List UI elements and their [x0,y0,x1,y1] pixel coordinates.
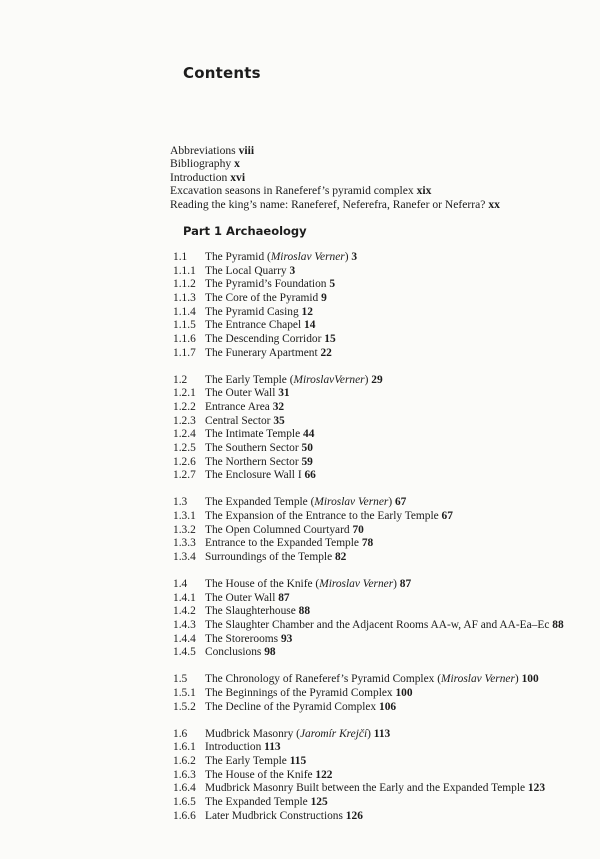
entry-title: Surroundings of the Temple [205,550,333,563]
part-heading: Part 1 Archaeology [183,224,307,238]
entry-number: 1.4.2 [173,605,196,618]
entry-number: 1.4.5 [173,646,196,659]
toc-entry: 1.3 The Expanded Temple (Miroslav Verner) 67 [173,496,407,509]
front-matter-item [170,157,500,170]
entry-title: The Northern Sector [205,455,299,468]
entry-title: Entrance Area [205,400,270,413]
entry-title: The Enclosure Wall I [205,469,302,482]
toc-entry [173,796,564,810]
entry-title: The Decline of the Pyramid Complex [205,700,377,713]
entry-title: The Early Temple [205,373,287,386]
front-matter-item [170,171,500,184]
entry-title: The Core of the Pyramid [205,291,319,304]
toc-entry [173,769,564,783]
entry-number: 1.3.2 [173,523,196,536]
entry-number: 1.4.1 [173,591,196,604]
entry-title: Entrance to the Expanded Temple [205,537,359,550]
entry-number: 1.1 [173,251,188,263]
entry-page: 14 [304,319,316,332]
front-matter-item [170,184,500,197]
toc-entry: 1.2 The Early Temple (MiroslavVerner) 29 [173,373,383,386]
entry-title: Central Sector [205,414,271,427]
toc-entry [173,605,564,619]
entry-number: 1.6.3 [173,768,196,781]
toc-entry [173,524,564,538]
toc-entry [173,456,564,470]
entry-number: 1.5.2 [173,700,196,713]
toc-entry [173,687,564,701]
entry-page: 67 [394,496,407,509]
entry-page: 88 [298,605,311,618]
entry-page: 70 [352,523,364,536]
front-matter-item [170,198,500,211]
entry-author: Jaromír Krejčí [299,727,368,740]
entry-page: 87 [399,577,412,590]
entry-title: The Storerooms [205,632,279,645]
entry-page: 5 [329,278,336,291]
entry-number: 1.4 [173,577,188,590]
entry-number: 1.2.5 [173,441,196,454]
entry-title: The Slaughterhouse [205,605,296,618]
toc-entry: 1.4 The House of the Knife (Miroslav Verner) 87 [173,577,412,590]
entry-title: Mudbrick Masonry Built between the Early and the Expanded Temple [205,782,526,795]
toc-entry [173,551,564,565]
entry-page: 122 [315,768,333,781]
entry-title: The Outer Wall [205,387,276,400]
entry-title: Bibliography [170,157,232,171]
entry-number: 1.3.4 [173,550,196,563]
toc-entry [173,469,564,483]
entry-title: Mudbrick Masonry [205,727,294,740]
toc-entry [173,292,564,306]
entry-number: 1.6.1 [173,741,196,754]
entry-title: Abbreviations [170,144,236,157]
entry-page: 88 [552,618,564,631]
toc-entry [173,347,564,361]
entry-title: The Expanded Temple [205,795,308,808]
entry-page: 100 [395,686,413,699]
toc-entry [173,387,564,401]
toc-section-group [173,578,564,660]
entry-page: 15 [324,332,336,345]
entry-title: The Descending Corridor [205,332,322,345]
toc-entry [173,401,564,415]
entry-page: 22 [320,346,332,359]
toc-section-group [173,673,564,714]
front-matter-item [170,144,500,157]
toc-entry: 1.5 The Chronology of Raneferef’s Pyramid Complex (Miroslav Verner) 100 [173,673,539,686]
entry-number: 1.1.5 [173,319,196,332]
entry-page: viii [238,144,255,157]
entry-title: The Slaughter Chamber and the Adjacent Rooms AA-w, AF and AA-Ea–Ec [205,618,550,631]
entry-page: 115 [289,754,307,767]
toc-entry [173,782,564,796]
toc-entry [173,333,564,347]
entry-page: 113 [264,741,281,754]
entry-number: 1.4.3 [173,618,196,631]
entry-title: Introduction [205,741,262,754]
entry-title: Later Mudbrick Constructions [205,809,343,822]
entry-page: 35 [273,414,285,427]
entry-title: The Outer Wall [205,591,276,604]
entry-page: 29 [371,373,383,386]
entry-title: The Funerary Apartment [205,346,318,359]
entry-title: The Expanded Temple [205,496,308,509]
entry-title: The Chronology of Raneferef’s Pyramid Complex [205,673,435,686]
entry-title: The Open Columned Courtyard [205,523,350,536]
toc-entry [173,592,564,606]
entry-number: 1.6 [173,727,188,740]
entry-page: 67 [441,509,453,522]
entry-number: 1.6.4 [173,782,196,795]
entry-title: The House of the Knife [205,577,313,590]
entry-page: 3 [289,264,296,277]
entry-title: The Expansion of the Entrance to the Early Temple [205,509,439,522]
toc-entry: 1.6 Mudbrick Masonry (Jaromír Krejčí) 113 [173,727,391,740]
toc-entry: 1.1 The Pyramid (Miroslav Verner) 3 [173,251,358,263]
entry-page: 98 [264,646,276,659]
toc-section-group [173,728,564,824]
toc-entry [173,810,564,824]
toc-entry [173,265,564,279]
toc-entry [173,510,564,524]
entry-number: 1.3 [173,496,188,509]
toc-entry [173,415,564,429]
entry-author: Miroslav Verner [314,496,389,509]
entry-page: 82 [334,550,347,563]
toc-entry [173,442,564,456]
entry-number: 1.6.6 [173,809,196,822]
entry-page: 100 [521,673,539,686]
toc-entry [173,646,564,660]
entry-title: Reading the king’s name: Raneferef, Neferefra, Ranefer or Neferra? [170,197,486,211]
toc-entry [173,278,564,292]
toc-entry [173,741,564,755]
toc-sections [173,251,564,837]
toc-entry [173,428,564,442]
entry-number: 1.6.2 [173,754,196,767]
entry-page: 12 [301,305,313,318]
entry-number: 1.2.2 [173,400,196,413]
entry-title: The Entrance Chapel [205,319,302,332]
entry-author: Miroslav Verner [319,577,394,590]
toc-entry [173,537,564,551]
entry-page: xx [488,197,500,211]
entry-page: x [234,157,240,171]
entry-author: MiroslavVerner [293,373,365,386]
entry-page: 93 [280,632,293,645]
entry-page: xix [416,184,432,198]
entry-title: The House of the Knife [205,768,313,781]
entry-title: The Intimate Temple [205,428,301,441]
entry-number: 1.2.1 [173,387,196,400]
entry-number: 1.2.4 [173,428,196,441]
entry-page: 78 [361,537,374,550]
entry-number: 1.5 [173,673,188,686]
entry-page: 125 [310,795,328,808]
toc-entry [173,306,564,320]
toc-section-group [173,374,564,483]
entry-page: 126 [345,809,363,822]
entry-number: 1.2.7 [173,469,196,482]
entry-number: 1.5.1 [173,686,196,699]
entry-title: The Southern Sector [205,441,299,454]
front-matter-list [170,144,500,211]
entry-number: 1.4.4 [173,632,196,645]
entry-page: 50 [301,441,313,454]
entry-author: Miroslav Verner [441,673,515,686]
entry-page: 113 [373,727,391,740]
toc-entry [173,701,564,715]
entry-title: The Early Temple [205,754,287,767]
toc-section-group [173,496,564,564]
entry-page: 106 [379,700,397,713]
toc-entry [173,755,564,769]
toc-entry [173,633,564,647]
entry-number: 1.3.1 [173,509,196,522]
entry-title: Conclusions [205,646,262,659]
entry-number: 1.1.2 [173,278,196,291]
entry-page: 32 [272,400,285,413]
entry-title: Introduction [170,170,228,184]
toc-entry [173,319,564,333]
entry-number: 1.1.6 [173,332,196,345]
entry-page: 3 [351,251,358,263]
entry-title: Excavation seasons in Raneferef’s pyramid complex [170,184,414,198]
entry-title: The Beginnings of the Pyramid Complex [205,686,393,699]
entry-number: 1.2.6 [173,455,196,468]
page-title: Contents [183,64,261,82]
entry-author: Miroslav Verner [270,251,345,263]
entry-number: 1.2.3 [173,414,196,427]
entry-number: 1.6.5 [173,795,196,808]
toc-entry [173,619,564,633]
entry-title: The Pyramid [205,251,265,263]
entry-page: 31 [278,387,290,400]
entry-page: xvi [230,170,246,184]
entry-page: 87 [278,591,290,604]
entry-number: 1.1.4 [173,305,196,318]
entry-number: 1.1.3 [173,291,196,304]
entry-number: 1.3.3 [173,537,196,550]
entry-title: The Pyramid Casing [205,305,299,318]
entry-page: 66 [304,469,316,482]
entry-title: The Pyramid’s Foundation [205,278,327,291]
entry-page: 123 [527,782,546,795]
entry-page: 44 [303,428,315,441]
entry-number: 1.1.1 [173,264,196,277]
entry-page: 59 [301,455,313,468]
entry-title: The Local Quarry [205,264,287,277]
entry-number: 1.2 [173,373,188,386]
entry-page: 9 [321,291,327,304]
toc-section-group [173,251,564,360]
entry-number: 1.1.7 [173,346,196,359]
